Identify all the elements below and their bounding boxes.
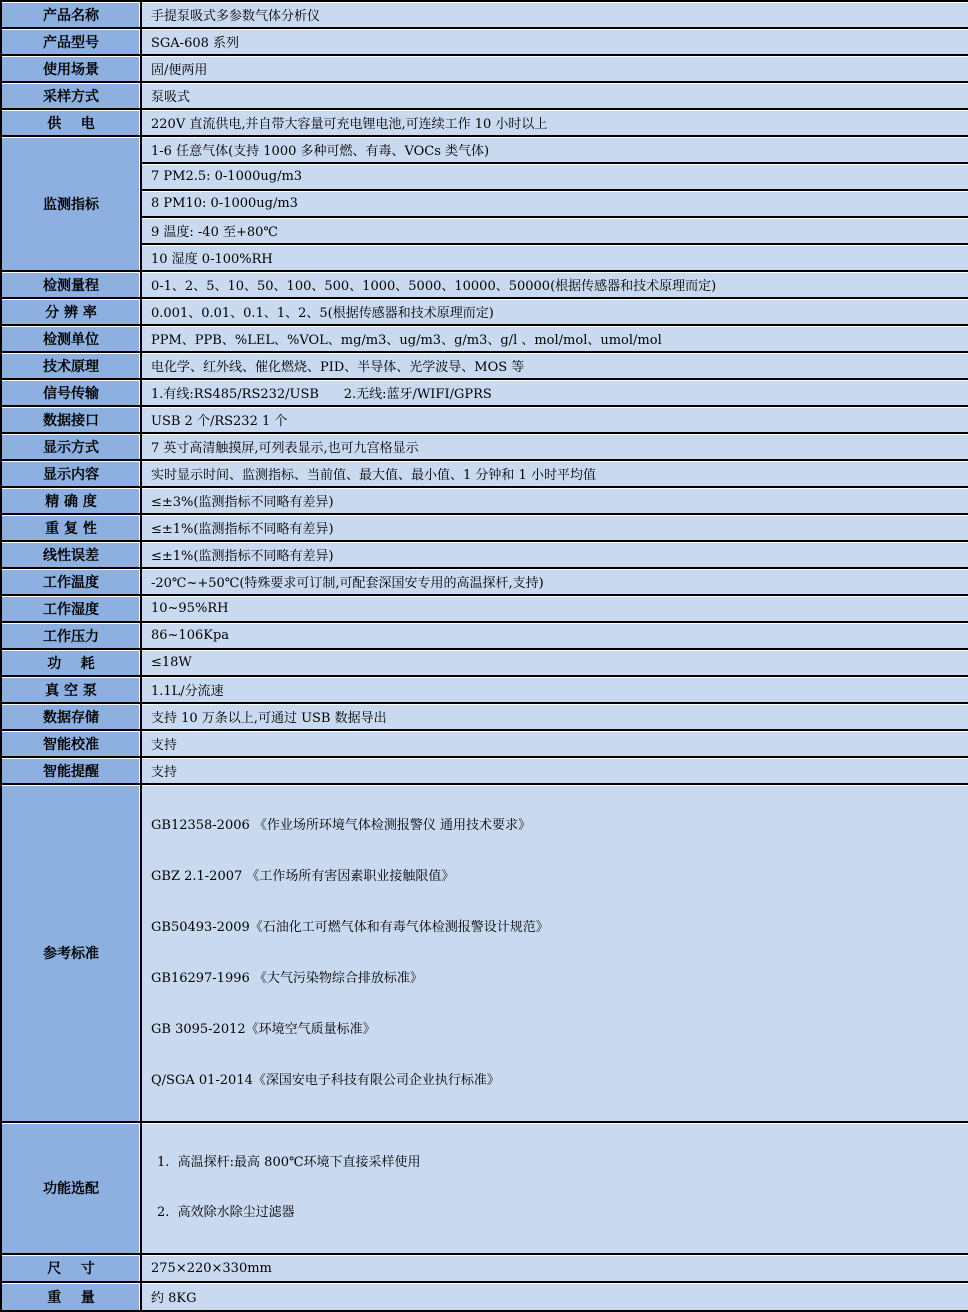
spec-label: 供 电 [2,110,142,137]
spec-value: 10 湿度 0-100%RH [142,245,968,272]
spec-row [2,110,968,137]
spec-label: 工作湿度 [2,596,142,623]
spec-label: 重 复 性 [2,515,142,542]
spec-row [2,677,968,704]
spec-label: 数据接口 [2,407,142,434]
spec-value-line: GB16297-1996 《大气污染物综合排放标准》 [151,971,423,986]
spec-value: 86~106Kpa [142,623,968,650]
spec-value: 10~95%RH [142,596,968,623]
spec-label: 真 空 泵 [2,677,142,704]
spec-value: 手提泵吸式多参数气体分析仪 [142,2,968,29]
spec-row [2,326,968,353]
spec-value: 支持 [142,731,968,758]
spec-label: 技术原理 [2,353,142,380]
spec-value: 0-1、2、5、10、50、100、500、1000、5000、10000、50000(根据传感器和技术原理而定) [142,272,968,299]
spec-value-line: 2. 高效除水除尘过滤器 [157,1205,295,1220]
spec-value: USB 2 个/RS232 1 个 [142,407,968,434]
spec-label: 智能校准 [2,731,142,758]
spec-value-line: GBZ 2.1-2007 《工作场所有害因素职业接触限值》 [151,869,455,884]
spec-label: 数据存储 [2,704,142,731]
spec-value-line: GB12358-2006 《作业场所环境气体检测报警仪 通用技术要求》 [151,818,532,833]
spec-label: 检测单位 [2,326,142,353]
spec-value: 275×220×330mm [142,1255,968,1283]
spec-value: ≤18W [142,650,968,677]
spec-value: 8 PM10: 0-1000ug/m3 [142,191,968,218]
spec-row [2,353,968,380]
spec-label: 采样方式 [2,83,142,110]
spec-row [2,272,968,299]
spec-value: 7 英寸高清触摸屏,可列表显示,也可九宫格显示 [142,434,968,461]
spec-row [2,731,968,758]
spec-subrow [2,245,968,272]
spec-row [2,2,968,29]
spec-label: 产品名称 [2,2,142,29]
spec-value [142,785,968,1123]
spec-row [2,1283,968,1312]
spec-label: 参考标准 [2,785,142,1123]
spec-value: 9 温度: -40 至+80℃ [142,218,968,245]
spec-row-optional-features [2,1123,968,1255]
spec-subrow [2,191,968,218]
spec-label: 工作压力 [2,623,142,650]
spec-value: 220V 直流供电,并自带大容量可充电锂电池,可连续工作 10 小时以上 [142,110,968,137]
spec-row [2,434,968,461]
spec-label: 使用场景 [2,56,142,83]
spec-value: 支持 [142,758,968,785]
spec-row [2,596,968,623]
spec-value [142,1123,968,1255]
spec-row [2,515,968,542]
spec-label: 功能选配 [2,1123,142,1255]
spec-row [2,650,968,677]
spec-row [2,704,968,731]
spec-row [2,299,968,326]
spec-row [2,83,968,110]
spec-value: -20℃~+50℃(特殊要求可订制,可配套深国安专用的高温探杆,支持) [142,569,968,596]
spec-row-monitor-indicators [2,137,968,164]
spec-subrow [2,164,968,191]
spec-row [2,758,968,785]
spec-value: 1.1L/分流速 [142,677,968,704]
spec-value: 1-6 任意气体(支持 1000 多种可燃、有毒、VOCs 类气体) [142,137,968,164]
spec-label: 智能提醒 [2,758,142,785]
spec-row [2,407,968,434]
spec-label: 线性误差 [2,542,142,569]
spec-label: 功 耗 [2,650,142,677]
spec-row [2,1255,968,1283]
spec-label: 显示方式 [2,434,142,461]
spec-value: ≤±1%(监测指标不同略有差异) [142,515,968,542]
spec-value: ≤±3%(监测指标不同略有差异) [142,488,968,515]
spec-value: 实时显示时间、监测指标、当前值、最大值、最小值、1 分钟和 1 小时平均值 [142,461,968,488]
spec-row [2,461,968,488]
spec-row [2,542,968,569]
spec-value-line: GB50493-2009《石油化工可燃气体和有毒气体检测报警设计规范》 [151,920,549,935]
spec-value: ≤±1%(监测指标不同略有差异) [142,542,968,569]
spec-row [2,569,968,596]
spec-label: 重 量 [2,1283,142,1312]
spec-value: SGA-608 系列 [142,29,968,56]
spec-value-line: 1. 高温探杆:最高 800℃环境下直接采样使用 [157,1155,421,1170]
spec-value: 0.001、0.01、0.1、1、2、5(根据传感器和技术原理而定) [142,299,968,326]
spec-label: 产品型号 [2,29,142,56]
spec-value: 约 8KG [142,1283,968,1312]
spec-value-line: GB 3095-2012《环境空气质量标准》 [151,1022,376,1037]
spec-row [2,29,968,56]
spec-value-line: Q/SGA 01-2014《深国安电子科技有限公司企业执行标准》 [151,1073,500,1088]
spec-label: 精 确 度 [2,488,142,515]
spec-row [2,380,968,407]
spec-label: 分 辨 率 [2,299,142,326]
spec-value: 支持 10 万条以上,可通过 USB 数据导出 [142,704,968,731]
spec-row [2,56,968,83]
spec-row [2,488,968,515]
spec-row-reference-standards [2,785,968,1123]
spec-row [2,623,968,650]
spec-value: 固/便两用 [142,56,968,83]
spec-subrow [2,218,968,245]
spec-value: 7 PM2.5: 0-1000ug/m3 [142,164,968,191]
spec-label: 监测指标 [2,137,142,272]
spec-label: 尺 寸 [2,1255,142,1283]
spec-label: 工作温度 [2,569,142,596]
spec-value: 1.有线:RS485/RS232/USB 2.无线:蓝牙/WIFI/GPRS [142,380,968,407]
spec-value: 泵吸式 [142,83,968,110]
spec-label: 信号传输 [2,380,142,407]
spec-value: 电化学、红外线、催化燃烧、PID、半导体、光学波导、MOS 等 [142,353,968,380]
spec-value: PPM、PPB、%LEL、%VOL、mg/m3、ug/m3、g/m3、g/l 、mol/mol、umol/mol [142,326,968,353]
spec-label: 检测量程 [2,272,142,299]
spec-label: 显示内容 [2,461,142,488]
